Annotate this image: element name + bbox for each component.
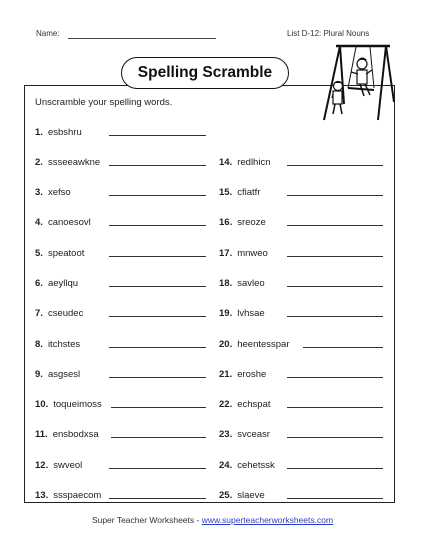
list-item: 1. esbshru — [35, 127, 82, 138]
instructions: Unscramble your spelling words. — [35, 97, 173, 108]
answer-line[interactable] — [287, 165, 383, 166]
answer-line[interactable] — [287, 286, 383, 287]
name-label: Name: — [36, 29, 60, 38]
list-item: 19. lvhsae — [219, 308, 265, 319]
answer-line[interactable] — [109, 225, 206, 226]
answer-line[interactable] — [111, 437, 206, 438]
answer-line[interactable] — [287, 407, 383, 408]
answer-line[interactable] — [287, 256, 383, 257]
answer-line[interactable] — [109, 256, 206, 257]
list-item: 2. ssseeawkne — [35, 157, 101, 168]
list-item: 22. echspat — [219, 399, 271, 410]
page-title: Spelling Scramble — [121, 57, 289, 89]
answer-line[interactable] — [287, 316, 383, 317]
answer-line[interactable] — [287, 437, 383, 438]
list-label: List D-12: Plural Nouns — [287, 29, 370, 38]
list-item: 14. redlhicn — [219, 157, 271, 168]
list-item: 15. cfiatfr — [219, 187, 261, 198]
list-item: 25. slaeve — [219, 490, 265, 501]
footer — [0, 515, 425, 525]
answer-line[interactable] — [109, 498, 206, 499]
answer-line[interactable] — [109, 347, 206, 348]
name-field[interactable] — [68, 38, 216, 39]
answer-line[interactable] — [287, 195, 383, 196]
answer-line[interactable] — [287, 498, 383, 499]
list-item: 7. cseudec — [35, 308, 84, 319]
list-item: 20. heentesspar — [219, 339, 290, 350]
answer-line[interactable] — [109, 377, 206, 378]
list-item: 13. ssspaecom — [35, 490, 102, 501]
answer-line[interactable] — [287, 377, 383, 378]
answer-line[interactable] — [287, 468, 383, 469]
answer-line[interactable] — [109, 316, 206, 317]
list-item: 11. ensbodxsa — [35, 429, 99, 440]
answer-line[interactable] — [303, 347, 383, 348]
list-item: 16. sreoze — [219, 217, 266, 228]
list-item: 21. eroshe — [219, 369, 267, 380]
list-item: 4. canoesovl — [35, 217, 91, 228]
answer-line[interactable] — [109, 195, 206, 196]
list-item: 18. savleo — [219, 278, 265, 289]
list-item: 6. aeyllqu — [35, 278, 79, 289]
footer-link[interactable]: www.superteacherworksheets.com — [201, 515, 334, 525]
list-item: 17. mnweo — [219, 248, 268, 259]
answer-line[interactable] — [109, 165, 206, 166]
footer-text: Super Teacher Worksheets - — [91, 515, 202, 525]
list-item: 23. svceasr — [219, 429, 270, 440]
answer-line[interactable] — [287, 225, 383, 226]
list-item: 24. cehetssk — [219, 460, 275, 471]
list-item: 8. itchstes — [35, 339, 81, 350]
list-item: 12. swveol — [35, 460, 83, 471]
list-item: 9. asgsesl — [35, 369, 81, 380]
list-item: 10. toqueimoss — [35, 399, 102, 410]
list-item: 5. speatoot — [35, 248, 85, 259]
answer-line[interactable] — [109, 286, 206, 287]
answer-line[interactable] — [111, 407, 206, 408]
swing-illustration — [318, 42, 398, 124]
answer-line[interactable] — [109, 468, 206, 469]
answer-line[interactable] — [109, 135, 206, 136]
worksheet-box — [24, 85, 395, 503]
list-item: 3. xefso — [35, 187, 71, 198]
